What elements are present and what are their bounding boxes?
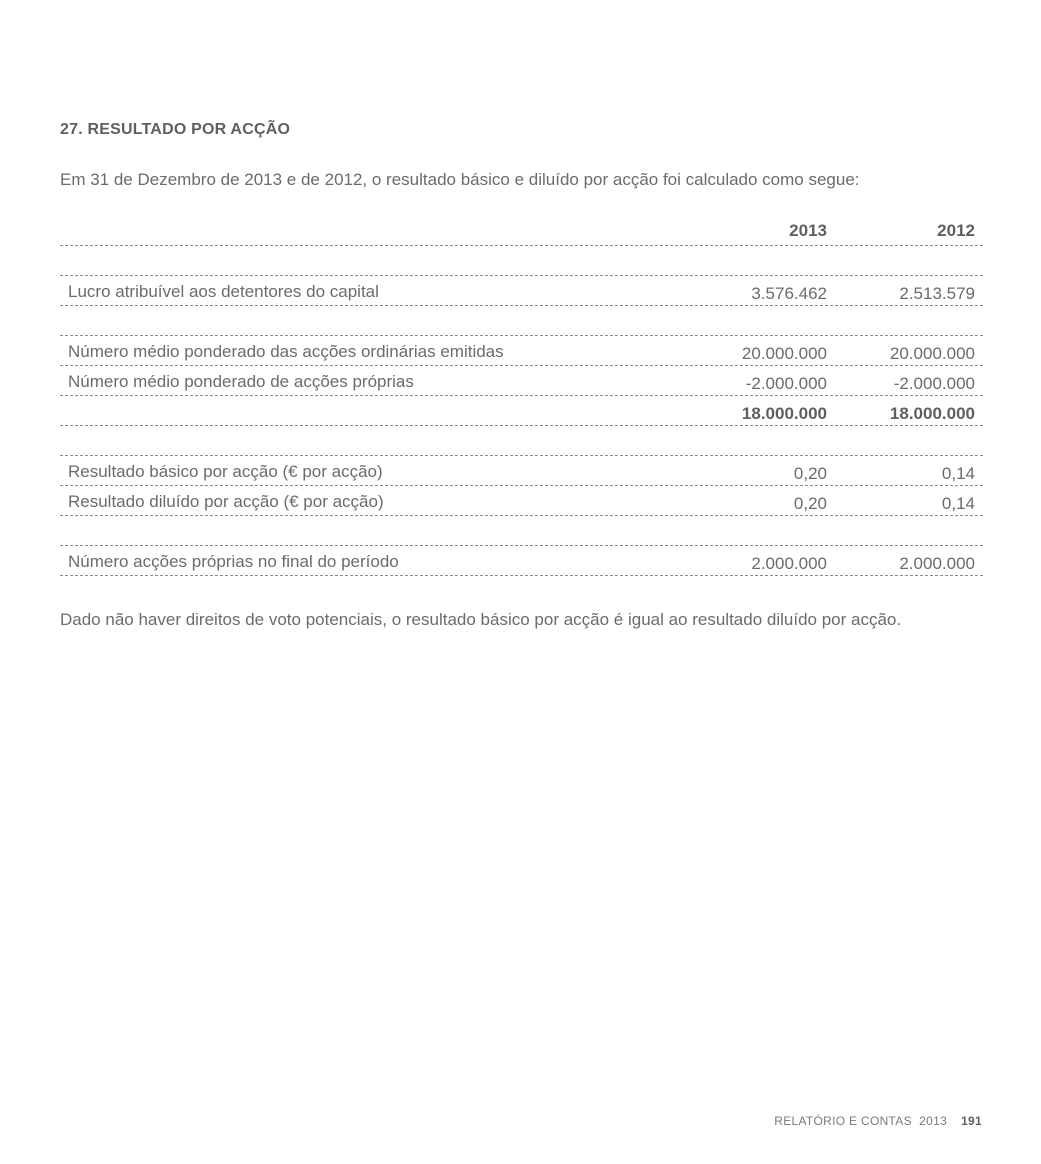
table-row-spacer xyxy=(60,516,983,546)
table-row-own-shares xyxy=(60,366,983,396)
header-label-spacer xyxy=(60,240,679,245)
row-value-2013: 20.000.000 xyxy=(741,344,827,363)
table-row-own-shares-end xyxy=(60,546,983,576)
table-row-total xyxy=(60,396,983,426)
row-value-2012 xyxy=(827,332,983,335)
row-label xyxy=(60,540,679,545)
row-value-2013 xyxy=(679,272,827,275)
row-label xyxy=(60,270,679,275)
row-value-2013: -2.000.000 xyxy=(745,374,827,393)
row-label: Resultado básico por acção (€ por acção) xyxy=(68,462,383,481)
row-value-2013: 2.000.000 xyxy=(751,554,827,573)
row-label: Número acções próprias no final do período xyxy=(68,552,399,571)
section-title: 27. RESULTADO POR ACÇÃO xyxy=(60,121,291,138)
row-label: Lucro atribuível aos detentores do capital xyxy=(68,282,379,301)
row-value-2012: 2.513.579 xyxy=(899,284,975,303)
earnings-per-share-table xyxy=(60,216,983,576)
row-value-2012: 0,14 xyxy=(941,464,975,483)
header-2012: 2012 xyxy=(937,221,975,240)
row-value-2012: 2.000.000 xyxy=(899,554,975,573)
table-row-spacer xyxy=(60,246,983,276)
table-row-profit xyxy=(60,276,983,306)
page-number: 191 xyxy=(961,1114,982,1128)
table-row-diluted-eps xyxy=(60,486,983,516)
page-footer xyxy=(774,1114,982,1128)
row-label: Número médio ponderado das acções ordinárias emitidas xyxy=(68,342,504,361)
table-row-spacer xyxy=(60,426,983,456)
footnote-paragraph: Dado não haver direitos de voto potenciais, o resultado básico por acção é igual ao resultado diluído por acção. xyxy=(60,610,902,629)
header-2013: 2013 xyxy=(789,221,827,240)
row-value-2012 xyxy=(827,272,983,275)
row-value-2013: 0,20 xyxy=(793,464,827,483)
row-value-2012: 0,14 xyxy=(941,494,975,513)
row-value-2013 xyxy=(679,542,827,545)
row-value-2013 xyxy=(679,332,827,335)
row-value-2013: 18.000.000 xyxy=(741,404,827,423)
row-value-2012 xyxy=(827,542,983,545)
row-value-2012: 18.000.000 xyxy=(889,404,975,423)
report-title: RELATÓRIO E CONTAS 2013 xyxy=(774,1114,948,1128)
row-value-2012 xyxy=(827,452,983,455)
table-row-shares-issued xyxy=(60,336,983,366)
row-value-2012: 20.000.000 xyxy=(889,344,975,363)
row-label xyxy=(60,450,679,455)
table-row-spacer xyxy=(60,306,983,336)
row-label: Número médio ponderado de acções próprias xyxy=(68,372,414,391)
row-label xyxy=(60,330,679,335)
row-label xyxy=(60,420,679,425)
table-row-basic-eps xyxy=(60,456,983,486)
row-label: Resultado diluído por acção (€ por acção) xyxy=(68,492,384,511)
table-header-row xyxy=(60,216,983,246)
row-value-2013 xyxy=(679,452,827,455)
intro-paragraph: Em 31 de Dezembro de 2013 e de 2012, o resultado básico e diluído por acção foi calculado como segue: xyxy=(60,170,860,189)
row-value-2013: 0,20 xyxy=(793,494,827,513)
row-value-2013: 3.576.462 xyxy=(751,284,827,303)
row-value-2012: -2.000.000 xyxy=(893,374,975,393)
